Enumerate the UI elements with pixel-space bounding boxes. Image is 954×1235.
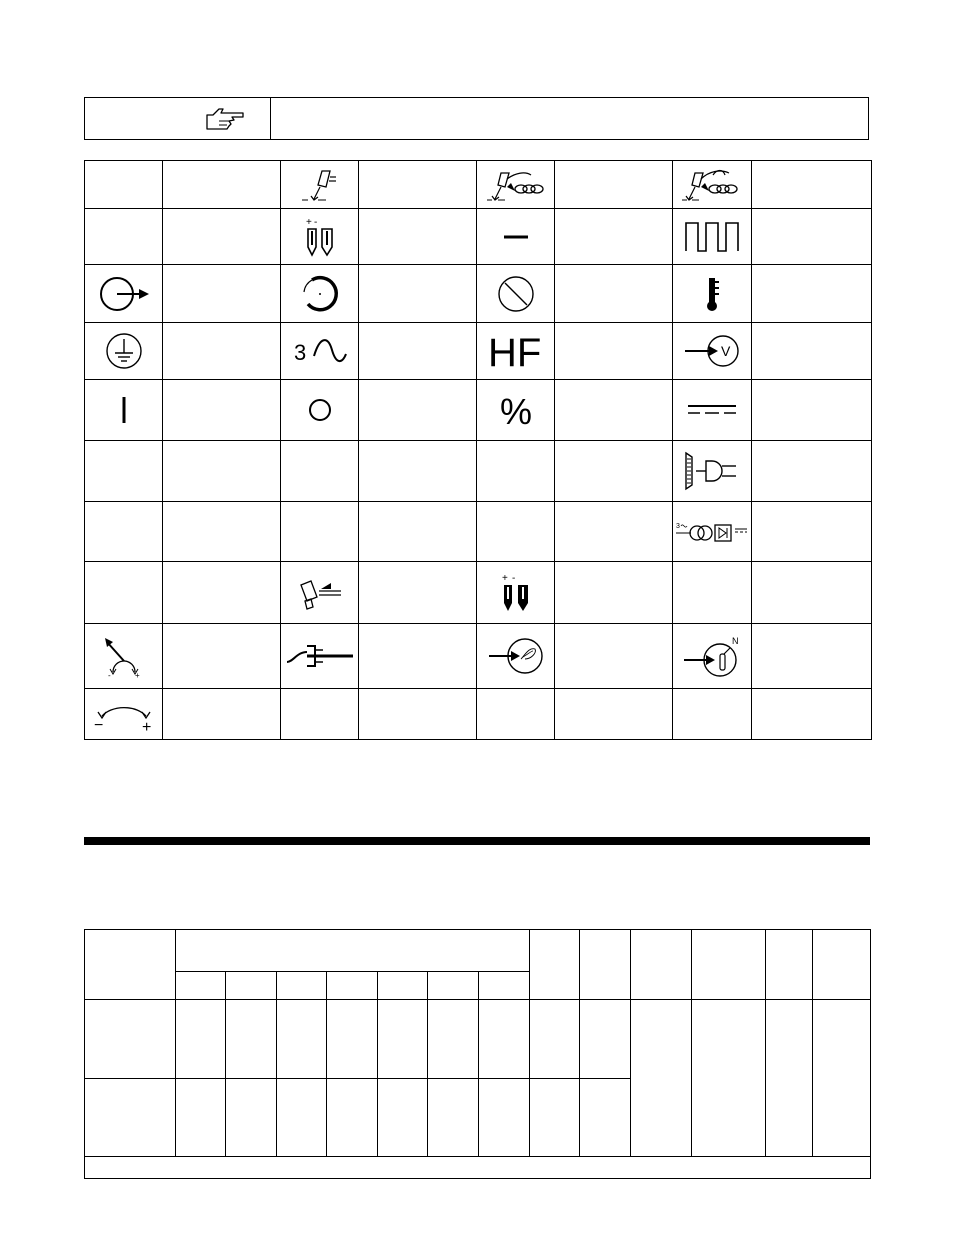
table-row: [85, 1000, 871, 1078]
note-box: [84, 97, 869, 140]
gas-tungsten-torch-icon: [295, 575, 345, 611]
voltage-input-icon: [683, 333, 741, 369]
hf-label: HF: [487, 331, 541, 375]
gas-input-icon: [487, 637, 545, 675]
table-row: [85, 161, 872, 209]
three-phase-mini-label: 3: [676, 522, 680, 530]
output-icon: [97, 274, 151, 314]
polarity-electrode-icon: [304, 217, 336, 257]
minus-sign: -: [107, 671, 111, 680]
on-icon: [119, 395, 129, 425]
plus-sign: +: [134, 671, 140, 680]
arc-control-icon: [99, 634, 149, 678]
three-phase-ac-icon: [292, 336, 348, 366]
table-row: [85, 323, 872, 380]
section-divider: [84, 837, 870, 845]
table-row: [85, 689, 872, 740]
protective-earth-icon: [104, 331, 144, 371]
prohibited-icon: [496, 274, 536, 314]
wire-feed-icon: [285, 642, 355, 670]
percent-label: %: [499, 391, 532, 432]
table-row: [85, 624, 872, 689]
three-phase-label: 3: [293, 340, 306, 365]
increase-decrease-icon: [92, 694, 156, 734]
table-row: [85, 562, 872, 624]
high-frequency-icon: [486, 331, 546, 375]
plus-sign: +: [141, 719, 151, 736]
minus-sign: -: [511, 572, 515, 584]
table-row: [85, 265, 872, 323]
pulse-waveform-icon: [682, 219, 742, 255]
symbol-table: [84, 160, 872, 740]
inverter-block-icon: [675, 520, 749, 544]
dc-line-icon: [684, 400, 740, 420]
tig-torch-pulse-weld-icon: [681, 167, 743, 203]
off-icon: [305, 395, 335, 425]
nitrogen-label: N: [732, 636, 739, 646]
stick-electrode-icon: [300, 167, 340, 203]
spec-table: [84, 929, 871, 1179]
ramp-arc-icon: [300, 274, 340, 314]
table-row: [85, 380, 872, 441]
table-row: [85, 930, 871, 972]
tig-torch-weld-icon: [485, 167, 547, 203]
nitrogen-cylinder-icon: [682, 634, 742, 678]
pointing-hand-icon: [205, 107, 245, 131]
plug-connection-icon: [682, 451, 742, 491]
table-row: [85, 1156, 871, 1178]
percent-icon: [496, 390, 536, 430]
plus-sign: +: [305, 216, 312, 228]
direct-current-icon: [496, 227, 536, 247]
table-row: [85, 441, 872, 502]
note-box-divider: [270, 98, 271, 139]
minus-sign: −: [93, 717, 103, 734]
voltage-label: V: [721, 343, 731, 359]
temperature-icon: [702, 274, 722, 314]
minus-sign: -: [313, 216, 317, 228]
stick-polarity-icon: [500, 573, 532, 613]
plus-sign: +: [501, 572, 508, 584]
table-row: [85, 502, 872, 562]
table-row: [85, 209, 872, 265]
